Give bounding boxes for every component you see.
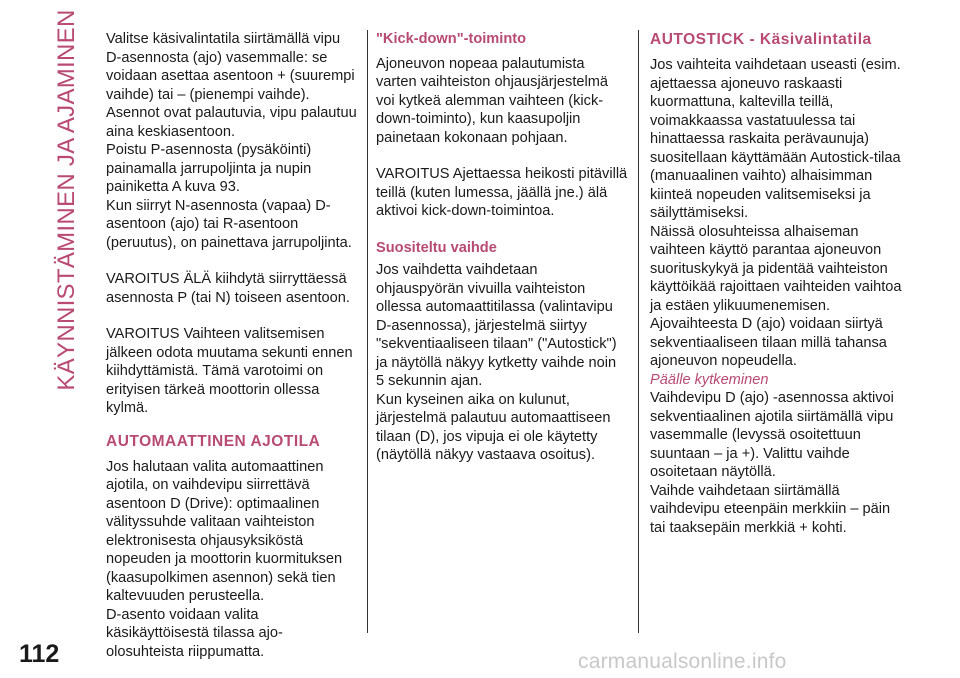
paragraph: D-asento voidaan valita käsikäyttöisestä tilassa ajo-olosuhteista riippumatta.: [106, 606, 283, 660]
warning-paragraph: VAROITUS Ajettaessa heikosti pitävillä teillä (kuten lumessa, jäällä jne.) älä aktivoi kick-down-toimintoa.: [376, 166, 628, 219]
section-subheading: "Kick-down"-toiminto: [376, 31, 527, 47]
section-side-title: [52, 8, 82, 391]
column-right: [650, 30, 902, 537]
paragraph: Ajovaihteesta D (ajo) voidaan siirtyä sekventiaaliseen tilaan millä tahansa ajoneuvon nopeudella.: [650, 316, 887, 369]
column-divider: [367, 30, 368, 633]
warning-paragraph: VAROITUS ÄLÄ kiihdytä siirryttäessä asennosta P (tai N) toiseen asentoon.: [106, 271, 350, 306]
paragraph: Poistu P-asennosta (pysäköinti) painamalla jarrupoljinta ja nupin painiketta A kuva 93.: [106, 142, 312, 195]
warning-paragraph: VAROITUS Vaihteen valitsemisen jälkeen odota muutama sekunti ennen kiihdyttämistä. Tämä varotoimi on erityisen tärkeä moottorin ollessa kylmä.: [106, 326, 353, 416]
section-subheading: Suositeltu vaihde: [376, 239, 497, 256]
section-side-title-text: KÄYNNISTÄMINEN JA AJAMINEN: [53, 8, 80, 391]
paragraph: Ajoneuvon nopeaa palautumista varten vaihteiston ohjausjärjestelmä voi kytkeä alemman vaihteen (kick-down-toiminto), kun kaasupoljin painetaan kokonaan pohjaan.: [376, 55, 609, 146]
paragraph: Kun kyseinen aika on kulunut, järjestelmä palautuu automaattiseen tilaan (D), jos vipuja ei ole käytetty (näytöllä näkyy vastaava osoitus).: [376, 391, 611, 463]
paragraph: Jos vaihdetta vaihdetaan ohjauspyörän vivuilla vaihteiston ollessa automaattitilassa (valintavipu D-asennossa), järjestelmä siirtyy "sekventiaaliseen tilaan" ("Autostick") ja näytöllä näkyy kytketty vaihde noin 5 sekunnin ajan.: [376, 262, 617, 389]
paragraph: Vaihde vaihdetaan siirtämällä vaihdevipu eteenpäin merkkiin – päin tai taaksepäin merkkiä + kohti.: [650, 482, 891, 536]
paragraph: Näissä olosuhteissa alhaiseman vaihteen käyttö parantaa ajoneuvon suorituskykyä ja pidentää vaihteiston käyttöikää rajoittaen vaihteiden vaihtoa ja estäen ylikuumenemisen.: [650, 223, 902, 314]
column-left: [106, 30, 358, 661]
section-subheading-italic: Päälle kytkeminen: [650, 371, 769, 388]
watermark: carmanualsonline.info: [578, 650, 787, 673]
column-divider: [638, 30, 639, 633]
paragraph: Jos halutaan valita automaattinen ajotila, on vaihdevipu siirrettävä asentoon D (Drive): optimaalinen välityssuhde valitaan vaihteiston elektronisesta ohjausyksiköstä nopeuden ja moottorin kuormituksen (kaasupolkimen asennon) sekä tien kaltevuuden perusteella.: [106, 458, 343, 604]
paragraph: Kun siirryt N-asennosta (vapaa) D-asentoon (ajo) tai R-asentoon (peruutus), on painettava jarrupoljinta.: [106, 197, 352, 251]
section-heading: AUTOMAATTINEN AJOTILA: [106, 432, 321, 450]
section-heading: AUTOSTICK - Käsivalintatila: [650, 31, 872, 48]
paragraph: Valitse käsivalintatila siirtämällä vipu D-asennosta (ajo) vasemmalle: se voidaan asettaa asentoon + (suurempi vaihde) tai – (pienempi vaihde). Asennot ovat palautuvia, vipu palautuu aina keskiasentoon.: [106, 31, 357, 140]
page-number: 112: [19, 640, 60, 668]
paragraph: Jos vaihteita vaihdetaan useasti (esim. ajettaessa ajoneuvo raskaasti kuormattuna, kaltevilla teillä, voimakkaassa vastatuulessa tai hinattaessa raskaita perävaunuja) suositellaan käyttämään Autostick-tilaa (manuaalinen vaihto) alhaisimman kiinteä nopeuden valitsemiseksi ja säilyttämiseksi.: [650, 57, 901, 221]
paragraph: Vaihdevipu D (ajo) -asennossa aktivoi sekventiaalinen ajotila siirtämällä vipu vasemmalle (levyssä osoitettuun suuntaan – ja +). Valittu vaihde osoitetaan näytöllä.: [650, 390, 894, 480]
column-middle: [376, 30, 628, 465]
